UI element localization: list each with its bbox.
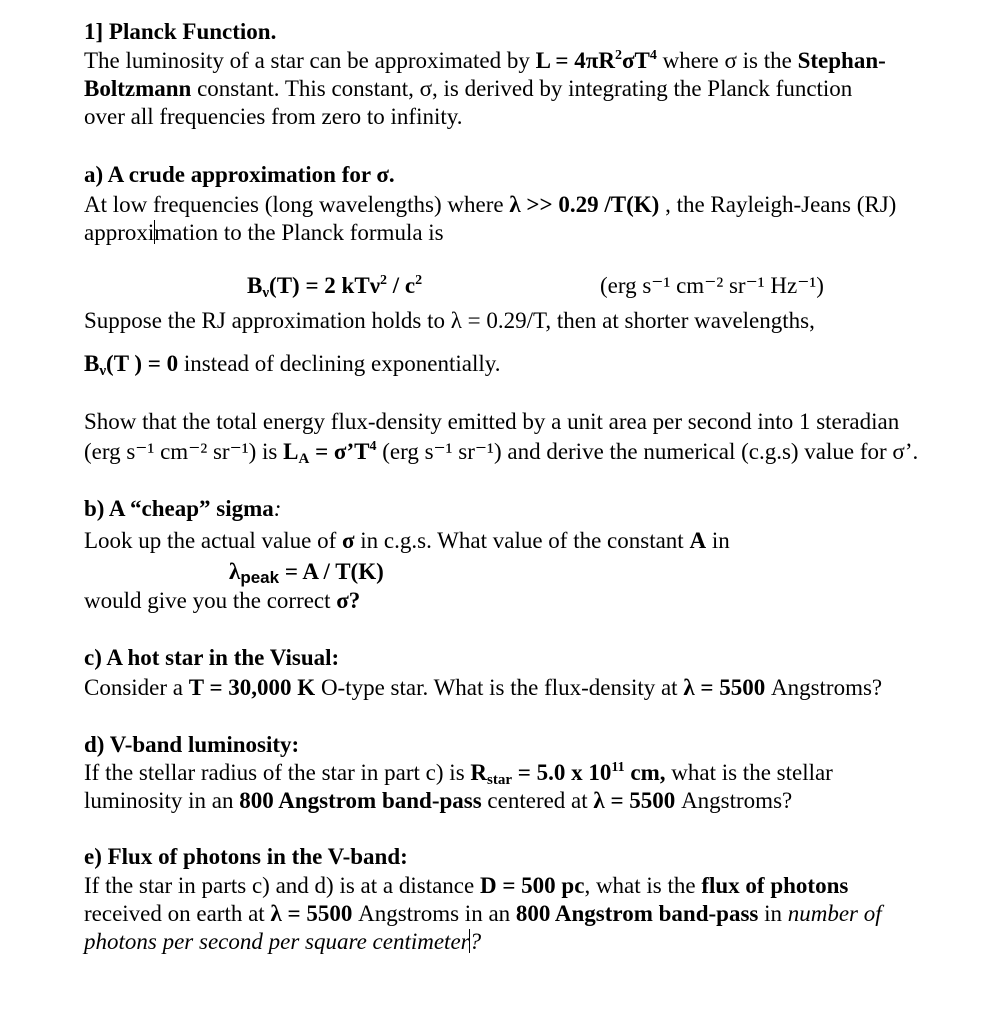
b-zero-line: $B_\nu(T$ ) = 0 instead of declining exponentially. bbox=[84, 351, 501, 379]
part-e-line-1: If the star in parts c) and d) is at a distance D = 500 pc, what is the flux of photons bbox=[84, 873, 849, 898]
show-line-2: (erg s⁻¹ cm⁻² sr⁻¹) is $L_A$ = $\sigma’T^4$ (erg s⁻¹ sr⁻¹) and derive the numerical (c.g.s) value for σ’. bbox=[84, 439, 919, 467]
part-b-line-1: Look up the actual value of σ in c.g.s. What value of the constant A in bbox=[84, 528, 730, 553]
section-heading: 1] Planck Function. bbox=[84, 19, 277, 44]
part-e-heading: e) Flux of photons in the V-band: bbox=[84, 844, 408, 869]
lambda-peak-formula: $\lambda_{peak} = A / T(K)$ bbox=[229, 559, 384, 587]
part-a-heading: a) A crude approximation for σ. bbox=[84, 162, 395, 187]
show-line-1: Show that the total energy flux-density emitted by a unit area per second into 1 steradian bbox=[84, 409, 900, 434]
part-d-heading: d) V-band luminosity: bbox=[84, 732, 300, 757]
suppose-line: Suppose the RJ approximation holds to λ = 0.29/T, then at shorter wavelengths, bbox=[84, 308, 815, 333]
rj-units: (erg s⁻¹ cm⁻² sr⁻¹ Hz⁻¹) bbox=[600, 273, 824, 298]
luminosity-formula: $L = 4\pi R^2\sigma T^4$ bbox=[535, 48, 657, 73]
part-d-line-1: If the stellar radius of the star in part c) is $R_{star} = 5.0$ x $10^{11}$ cm, what is the stellar bbox=[84, 760, 833, 788]
rj-formula: $B_\nu(T) = 2$ $kT\nu^2 / c^2$ bbox=[247, 273, 423, 301]
part-b-line-3: would give you the correct σ? bbox=[84, 588, 361, 613]
part-e-line-3: photons per second per square centimeter? bbox=[84, 929, 482, 954]
part-c-heading: c) A hot star in the Visual: bbox=[84, 645, 340, 670]
part-a-line-2: approximation to the Planck formula is bbox=[84, 220, 444, 245]
part-d-line-2: luminosity in an 800 Angstrom band-pass centered at λ = 5500 Angstroms? bbox=[84, 788, 793, 813]
part-c-line-1: Consider a T = 30,000 K O-type star. What is the flux-density at λ = 5500 Angstroms? bbox=[84, 675, 883, 700]
part-b-heading: b) A “cheap” sigma: bbox=[84, 496, 282, 521]
intro-line-2: Boltzmann constant. This constant, σ, is derived by integrating the Planck function bbox=[84, 76, 853, 101]
intro-line-1: The luminosity of a star can be approximated by $L = 4\pi R^2\sigma T^4$ where σ is the Stephan- bbox=[84, 48, 886, 73]
part-a-line-1: At low frequencies (long wavelengths) where λ >> 0.29 /T(K) , the Rayleigh-Jeans (RJ) bbox=[84, 192, 897, 217]
part-e-line-2: received on earth at λ = 5500 Angstroms in an 800 Angstrom band-pass in number of bbox=[84, 901, 882, 926]
intro-line-3: over all frequencies from zero to infinity. bbox=[84, 104, 463, 129]
